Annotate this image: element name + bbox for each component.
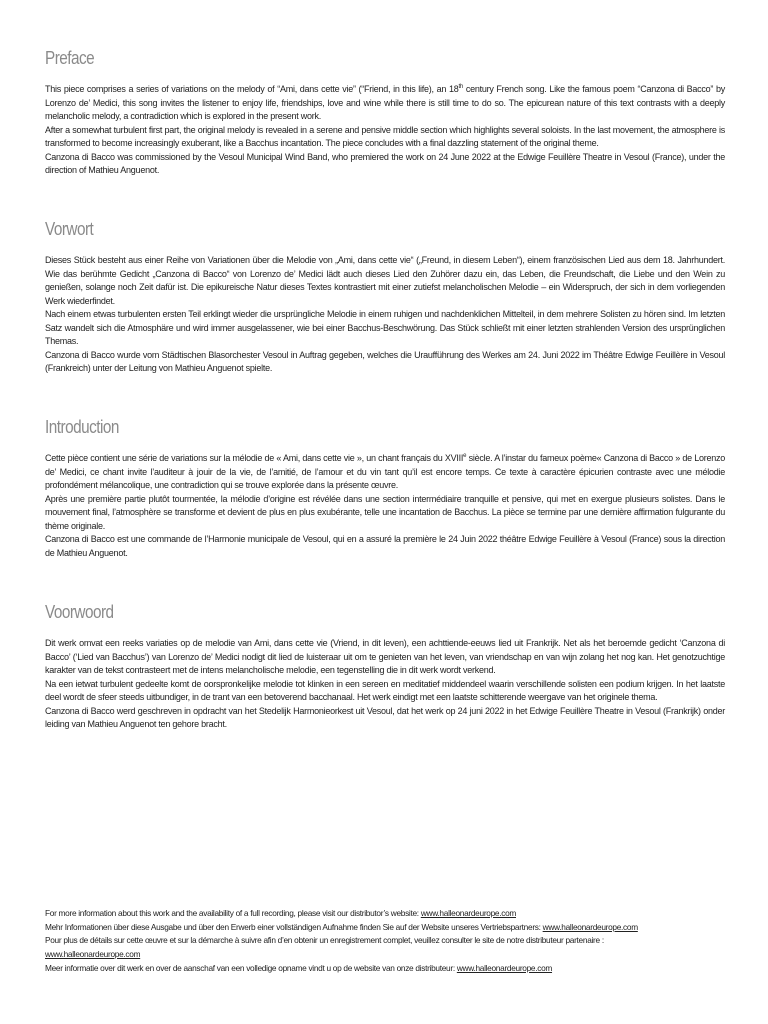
- preface-paragraph-2: After a somewhat turbulent first part, the original melody is revealed in a serene and pensive middle section which highlights several soloists. In the last movement, the atmosphere is transformed to become increasingly exuberant, like a Bacchus incantation. The piece concludes with a final dazzling statement of the original theme.: [45, 124, 725, 148]
- preface-section: [45, 48, 725, 178]
- distributor-link[interactable]: www.halleonardeurope.com: [542, 921, 638, 932]
- introduction-heading: Introduction: [45, 417, 119, 437]
- voorwoord-paragraph-1: Dit werk omvat een reeks variaties op de melodie van Ami, dans cette vie (Vriend, in dit leven), een achttiende-eeuws lied uit Frankrijk. Net als het beroemde gedicht ‘Canzona di Bacco’ (‘Lied van Bacchus’) van Lorenzo de’ Medici nodigt dit lied de luisteraar uit om te genieten van het leven, van vriendschap en van wijn zolang het nog kan. Het genotzuchtige karakter van de tekst contrasteert met de intens melancholische melodie, een tegenstelling die in dit werk wordt verkend.: [45, 638, 725, 675]
- text: siècle. A l’instar du fameux poème« Canzona di Bacco » de Lorenzo de’ Medici, ce chant invite l’auditeur à jouir de la vie, de l’amitié, de l’amour et du vin tant qu’il est encore temps. Ce texte à caractère épicurien contraste avec une mélodie profondément mélancolique, une contradiction qui se trouve explorée dans la présente œuvre.: [45, 453, 725, 490]
- footer-line-fr: [45, 934, 705, 961]
- voorwoord-paragraph-3: Canzona di Bacco werd geschreven in opdracht van het Stedelijk Harmonieorkest uit Vesoul, dat het werk op 24 juni 2022 in het Edwige Feuillère Theatre in Vesoul (Frankrijk) onder leiding van Mathieu Anguenot ten gehore bracht.: [45, 705, 725, 729]
- vorwort-paragraph-1: Dieses Stück besteht aus einer Reihe von Variationen über die Melodie von „Ami, dans cette vie“ („Freund, in diesem Leben“), einem französischen Lied aus dem 18. Jahrhundert. Wie das berühmte Gedicht „Canzona di Bacco“ von Lorenzo de’ Medici lädt auch dieses Lied den Zuhörer dazu ein, das Leben, die Freundschaft, die Liebe und den Wein zu genießen, solange noch Zeit dafür ist. Die epikureische Natur dieses Textes kontrastiert mit einer zutiefst melancholischen Melodie – ein Widerspruch, der sich in dem vorliegenden Werk wiederfindet.: [45, 255, 725, 306]
- distributor-link[interactable]: www.halleonardeurope.com: [45, 949, 141, 960]
- vorwort-heading: Vorwort: [45, 219, 94, 239]
- footer-line-de: [45, 921, 705, 935]
- introduction-paragraph-3: Canzona di Bacco est une commande de l’Harmonie municipale de Vesoul, qui en a assuré la première le 24 Juin 2022 théâtre Edwige Feuillère à Vesoul (France) sous la direction de Mathieu Anguenot.: [45, 534, 725, 558]
- text: century French song. Like the famous poem “Canzona di Bacco” by Lorenzo de’ Medici, this song invites the listener to enjoy life, friendships, love and wine while there is still time to do so. The epicurean nature of this text contrasts with a deeply melancholic melody, a contradiction which is explored in the present work.: [45, 84, 725, 121]
- footer-text: For more information about this work and the availability of a full recording, please visit our distributor’s website:: [45, 908, 421, 918]
- distributor-link[interactable]: www.halleonardeurope.com: [420, 908, 516, 918]
- text: Cette pièce contient une série de variations sur la mélodie de « Ami, dans cette vie », un chant français du XVIII: [45, 453, 464, 463]
- preface-paragraph-3: Canzona di Bacco was commissioned by the Vesoul Municipal Wind Band, who premiered the work on 24 June 2022 at the Edwige Feuillère Theatre in Vesoul (France), under the direction of Mathieu Anguenot.: [45, 151, 725, 175]
- introduction-section: [45, 417, 725, 560]
- vorwort-paragraph-3: Canzona di Bacco wurde vom Städtischen Blasorchester Vesoul in Auftrag gegeben, welches die Uraufführung des Werkes am 24. Juni 2022 im Théâtre Edwige Feuillère in Vesoul (Frankreich) unter der Leitung von Mathieu Anguenot spielte.: [45, 349, 725, 373]
- voorwoord-paragraph-2: Na een ietwat turbulent gedeelte komt de oorspronkelijke melodie tot klinken in een sereen en meditatief middendeel waarin verschillende solisten een podium krijgen. In het laatste deel wordt de sfeer steeds uitbundiger, in de trant van een betoverend bacchanaal. Het werk eindigt met een laatste schitterende weergave van het originele thema.: [45, 678, 725, 702]
- footer-line-en: [45, 907, 705, 921]
- preface-paragraph-1: [45, 83, 725, 124]
- voorwoord-section: [45, 602, 725, 732]
- preface-heading: Preface: [45, 48, 95, 68]
- vorwort-section: [45, 219, 725, 376]
- introduction-paragraph-1: [45, 452, 725, 493]
- superscript: th: [458, 84, 463, 90]
- footer-line-nl: [45, 962, 705, 976]
- vorwort-paragraph-2: Nach einem etwas turbulenten ersten Teil erklingt wieder die ursprüngliche Melodie in einem ruhigen und nachdenklichen Mittelteil, in dem mehrere Solisten zu hören sind. Im letzten Satz wandelt sich die Atmosphäre und wird immer ausgelassener, wie bei einer Bacchus-Beschwörung. Das Stück schließt mit einer letzten strahlenden Version des ursprünglichen Themas.: [45, 309, 725, 346]
- voorwoord-heading: Voorwoord: [45, 602, 114, 622]
- footer-text: Meer informatie over dit werk en over de aanschaf van een volledige opname vindt u op de website van onze distributeur:: [45, 962, 457, 973]
- distributor-footer: [45, 907, 705, 976]
- footer-text: Pour plus de détails sur cette œuvre et sur la démarche à suivre afin d’en obtenir un enregistrement complet, veuillez consulter le site de notre distributeur partenaire :: [45, 935, 604, 946]
- introduction-paragraph-2: Après une première partie plutôt tourmentée, la mélodie d’origine est révélée dans une section intermédiaire tranquille et pensive, qui met en exergue plusieurs solistes. Dans le mouvement final, l’atmosphère se transforme et devient de plus en plus exubérante, telle une incantation de Bacchus. La pièce se termine par une dernière affirmation fulgurante du thème originale.: [45, 493, 725, 531]
- superscript: e: [463, 453, 467, 459]
- distributor-link[interactable]: www.halleonardeurope.com: [456, 962, 553, 973]
- footer-text: Mehr Informationen über diese Ausgabe und über den Erwerb einer vollständigen Aufnahme finden Sie auf der Website unseres Vertriebspartners:: [45, 921, 543, 932]
- text: This piece comprises a series of variations on the melody of “Ami, dans cette vie” (“Friend, in this life), an 18: [45, 84, 459, 94]
